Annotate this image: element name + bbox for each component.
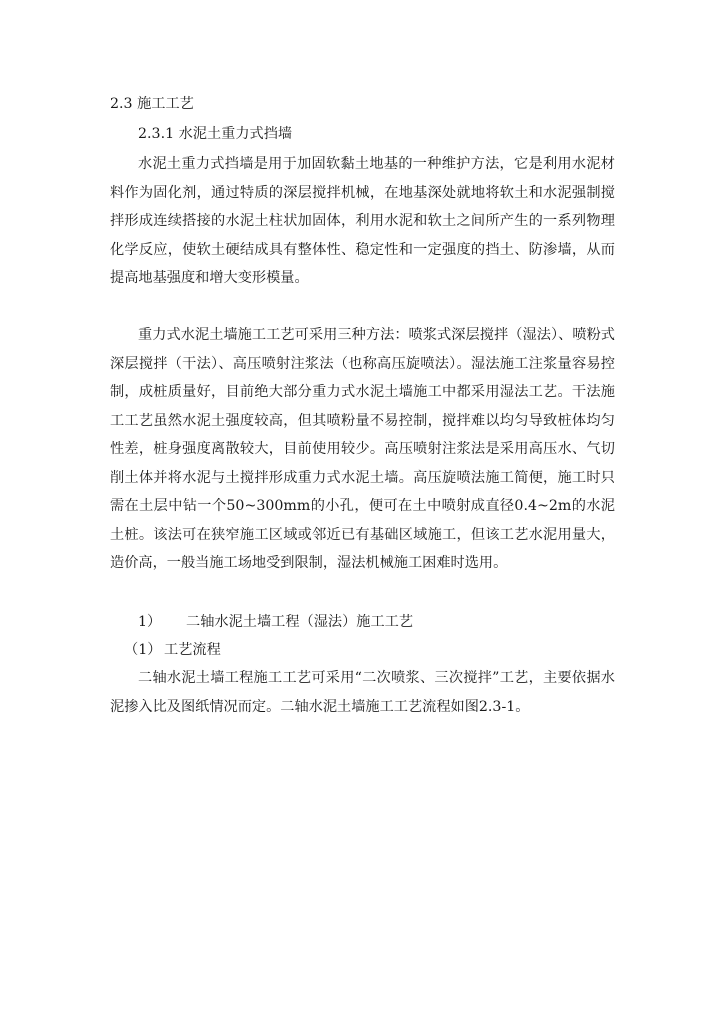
paragraph-process: 二轴水泥土墙工程施工工艺可采用“二次喷浆、三次搅拌”工艺，主要依据水泥掺入比及图纸情况而定。二轴水泥土墙施工工艺流程如图2.3-1。 bbox=[110, 670, 615, 715]
paragraph-intro: 水泥土重力式挡墙是用于加固软黏土地基的一种维护方法，它是利用水泥材料作为固化剂，通过特质的深层搅拌机械，在地基深处就地将软土和水泥强制搅拌形成连续搭接的水泥土柱状加固体，利用水泥和软土之间所产生的一系列物理化学反应，使软土硬结成具有整体性、稳定性和一定强度的挡土、防渗墙，从而提高地基强度和增大变形模量。 bbox=[110, 156, 615, 286]
list-item-number: 1） bbox=[138, 614, 162, 630]
document-body bbox=[110, 92, 615, 721]
list-item-text: 工艺流程 bbox=[164, 642, 221, 658]
subsection-heading: 2.3.1 水泥土重力式挡墙 bbox=[138, 126, 293, 142]
list-item-number: （1） bbox=[124, 642, 162, 658]
paragraph-methods: 重力式水泥土墙施工工艺可采用三种方法：喷浆式深层搅拌（湿法）、喷粉式深层搅拌（干法）、高压喷射注浆法（也称高压旋喷法）。湿法施工注浆量容易控制，成桩质量好，目前绝大部分重力式水泥土墙施工中都采用湿法工艺。干法施工工艺虽然水泥土强度较高，但其喷粉量不易控制，搅拌难以均匀导致桩体均匀性差，桩身强度离散较大，目前使用较少。高压喷射注浆法是采用高压水、气切削土体并将水泥与土搅拌形成重力式水泥土墙。高压旋喷法施工简便，施工时只需在土层中钻一个50~300mm的小孔，便可在土中喷射成直径0.4~2m的水泥土桩。该法可在狭窄施工区域或邻近已有基础区域施工，但该工艺水泥用量大，造价高，一般当施工场地受到限制，湿法机械施工困难时选用。 bbox=[110, 327, 615, 571]
list-item-text: 二轴水泥土墙工程（湿法）施工工艺 bbox=[186, 614, 414, 630]
section-heading: 2.3 施工工艺 bbox=[110, 96, 194, 112]
list-item-sub-numbered bbox=[110, 636, 615, 664]
list-item-numbered bbox=[110, 608, 615, 636]
